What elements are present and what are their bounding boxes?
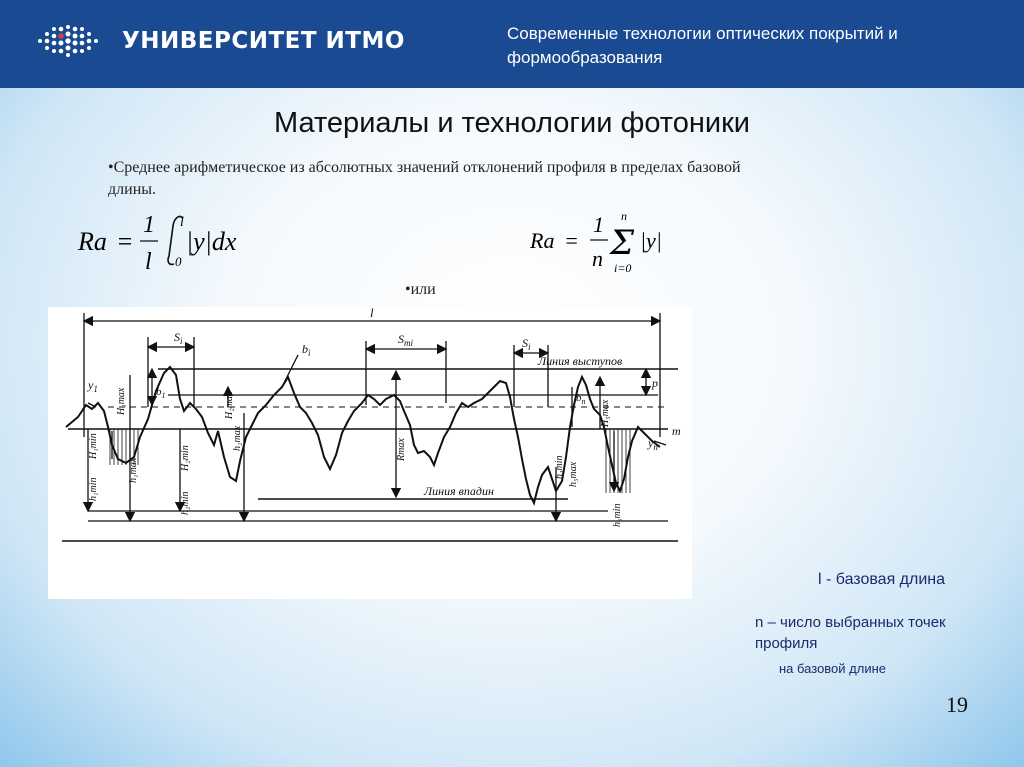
label-valleys-line: Линия впадин xyxy=(424,484,494,498)
label-h5min: h₅min xyxy=(612,503,623,527)
or-text: •или xyxy=(405,281,436,298)
label-y-n: $y_n$ xyxy=(648,436,658,452)
label-h1max: H₁max xyxy=(116,387,127,415)
label-h2min-b: h₂min xyxy=(180,491,191,515)
sigma-icon: Σ xyxy=(610,223,635,263)
label-peaks-line: Линия выступов xyxy=(538,354,623,368)
logo-text: УНИВЕРСИТЕТ ИТМО xyxy=(122,28,405,54)
formula-sum-num: 1 xyxy=(593,212,604,237)
label-s-i-right: $S_i$ xyxy=(522,336,531,352)
label-l: l xyxy=(370,307,374,320)
formula-sum-lhs: Ra xyxy=(530,228,555,253)
legend-n-text: n – число выбранных точек профиля xyxy=(755,614,946,652)
label-b-i: $b_i$ xyxy=(302,342,311,358)
formula-integral-body: |y|dx xyxy=(186,227,237,256)
label-h2max-b: h₂max xyxy=(232,425,243,451)
label-s-i: $S_i$ xyxy=(174,330,183,346)
label-b-n: $b_n$ xyxy=(576,392,586,406)
formula-sum-eq: = xyxy=(564,228,579,253)
formula-sum-body: |y| xyxy=(640,228,662,253)
formula-integral xyxy=(76,206,256,278)
formula-integral-eq: = xyxy=(116,227,134,256)
bullet-definition: •Среднее арифметическое из абсолютных значений отклонений профиля в пределах базовой длины. xyxy=(108,159,741,198)
label-y-1: $y_1$ xyxy=(88,378,98,394)
formula-integral-num: 1 xyxy=(143,212,155,238)
label-s-mi: $S_{mi}$ xyxy=(398,332,413,348)
label-h4min: h₄min xyxy=(554,455,565,479)
formula-sum xyxy=(528,208,678,280)
legend-n-text2: на базовой длине xyxy=(779,661,887,676)
formula-sum-lower: i=0 xyxy=(614,261,632,275)
itmo-logo-icon xyxy=(36,24,108,58)
formula-integral-den: l xyxy=(145,249,152,275)
label-h2max: H₂max xyxy=(224,391,235,419)
label-h1min: H₁min xyxy=(88,433,99,459)
slide-title: Материалы и технологии фотоники xyxy=(274,107,750,139)
formula-integral-lhs: Ra xyxy=(78,227,107,256)
legend-l-text: - базовая длина xyxy=(821,571,946,588)
formula-sum-upper: n xyxy=(621,209,627,223)
formula-integral-lower: 0 xyxy=(175,254,182,269)
label-p: p xyxy=(652,376,658,390)
label-h1min-b: h₁min xyxy=(88,477,99,501)
formula-integral-upper: l xyxy=(180,215,184,230)
legend-base-length xyxy=(818,571,945,589)
label-rmax: Rmax xyxy=(396,438,407,461)
legend-l-symbol: l xyxy=(818,571,822,588)
label-h1max-b: h₁max xyxy=(128,457,139,483)
course-title: Современные технологии оптических покрытий и формообразования xyxy=(507,24,898,67)
page-number: 19 xyxy=(946,692,968,717)
roughness-profile-diagram xyxy=(48,307,692,599)
label-h5max-b: h₅max xyxy=(568,461,579,487)
label-b-1: $b_1$ xyxy=(156,386,166,400)
label-h2min: H₂min xyxy=(180,445,191,471)
header-bar xyxy=(0,0,1024,88)
label-h5max: H₅max xyxy=(600,399,611,427)
label-m: m xyxy=(672,424,681,438)
formula-sum-den: n xyxy=(592,246,603,271)
